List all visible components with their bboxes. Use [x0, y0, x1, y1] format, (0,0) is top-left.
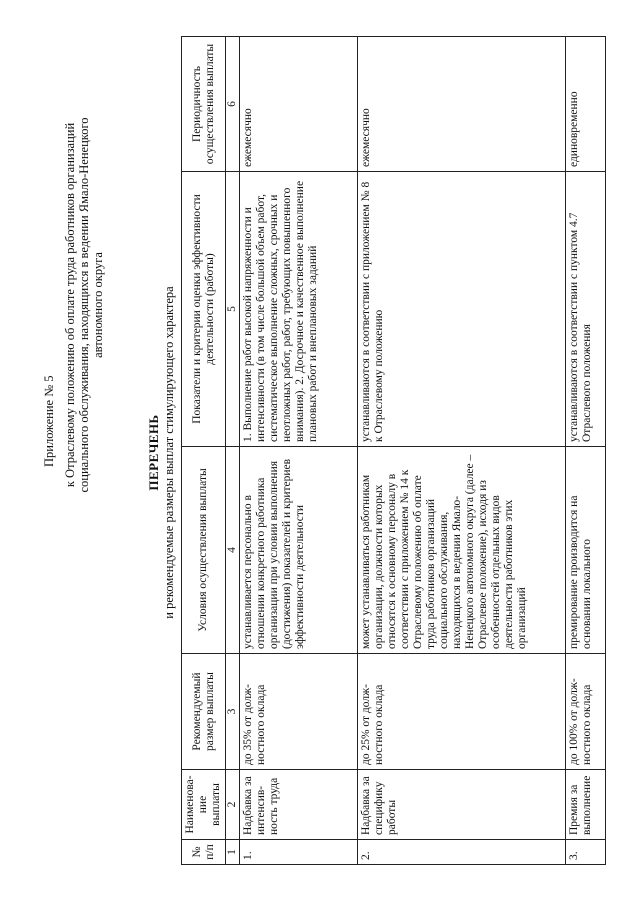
col-header-conditions: Условия осуществления выплаты — [182, 447, 226, 654]
payment-size: до 100% от долж-ностного оклада — [566, 654, 606, 770]
payment-criteria: устанавливаются в соответствии с приложением № 8 к Отраслевому положению — [358, 172, 566, 447]
payments-table — [181, 36, 606, 865]
col-header-number: № п/п — [182, 840, 226, 865]
table-row — [358, 37, 566, 865]
table-row — [240, 37, 358, 865]
payment-name: Надбавка за специфику работы — [358, 770, 566, 840]
payment-period: единовременно — [566, 37, 606, 172]
column-number: 3 — [226, 654, 240, 770]
payment-conditions: премирование производится на основании локального — [566, 447, 606, 654]
payment-period: ежемесячно — [240, 37, 358, 172]
column-number: 1 — [226, 840, 240, 865]
payment-criteria: устанавливаются в соответствии с пунктом 4.7 Отраслевого положения — [566, 172, 606, 447]
column-number: 5 — [226, 172, 240, 447]
payment-conditions: устанавливается персонально в отношении конкретного работника организации при условии выполнения (достижения) показателей и критериев эффективности деятельности — [240, 447, 358, 654]
col-header-size: Рекомендуемый размер выплаты — [182, 654, 226, 770]
payment-period: ежемесячно — [358, 37, 566, 172]
table-row — [566, 37, 606, 865]
column-number: 2 — [226, 770, 240, 840]
column-number: 6 — [226, 37, 240, 172]
row-number: 3. — [566, 840, 606, 865]
payment-size: до 25% от долж-ностного оклада — [358, 654, 566, 770]
payment-criteria: 1. Выполнение работ высокой напряженности и интенсивности (в том числе большой объем работ, систематическое выполнение сложных, срочных и неотложных работ, работ, требующих повышенного внимания). 2. Досрочное и качественное выполнение плановых работ и внеплановых заданий — [240, 172, 358, 447]
table-header-row — [182, 37, 226, 865]
col-header-period: Периодичность осуществления выплаты — [182, 37, 226, 172]
document-subtitle: и рекомендуемые размеры выплат стимулирующего характера — [162, 286, 176, 619]
column-number-row — [226, 37, 240, 865]
col-header-name: Наименова-ние выплаты — [182, 770, 226, 840]
payment-name: Премия за выполнение — [566, 770, 606, 840]
appendix-note: к Отраслевому положению об оплате труда работников организаций социального обслуживания, находящихся в ведении Ямало-Ненецкого автономного округа — [63, 117, 105, 493]
payment-name: Надбавка за интенсив-ность труда — [240, 770, 358, 840]
col-header-criteria: Показатели и критерии оценки эффективности деятельности (работы) — [182, 172, 226, 447]
payment-size: до 35% от долж-ностного оклада — [240, 654, 358, 770]
document-title: ПЕРЕЧЕНЬ — [146, 414, 161, 491]
appendix-number: Приложение № 5 — [42, 375, 56, 467]
payment-conditions: может устанавливаться работникам организации, должности которых относятся к основному персоналу в соответствии с приложением № 14 к Отраслевому положению об оплате труда работников организаций социального обслуживания, находящихся в ведении Ямало-Ненецкого автономного округа (далее – Отраслевое положение), исходя из особенностей отдельных видов деятельности работников этих организаций — [358, 447, 566, 654]
column-number: 4 — [226, 447, 240, 654]
row-number: 2. — [358, 840, 566, 865]
row-number: 1. — [240, 840, 358, 865]
